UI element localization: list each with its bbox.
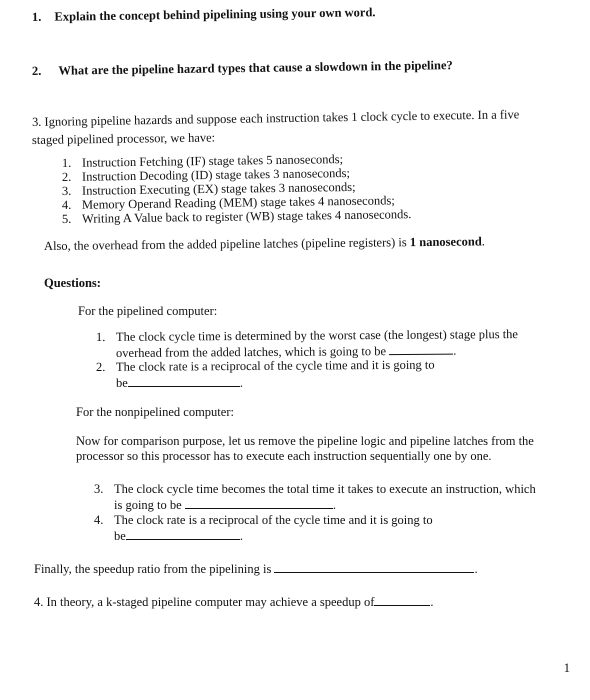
period: . <box>453 343 457 358</box>
period: . <box>239 529 243 543</box>
subquestion-number: 1. <box>95 329 106 344</box>
question-2 <box>32 58 453 78</box>
subquestion-number: 4. <box>94 513 104 527</box>
question-2-number: 2. <box>31 63 42 78</box>
stage-number: 5. <box>61 211 72 226</box>
speedup-question <box>34 561 478 576</box>
subquestion-3-line1 <box>94 482 536 496</box>
pipelined-heading: For the pipelined computer: <box>78 304 218 318</box>
overhead-statement <box>44 234 485 253</box>
speedup-text: Finally, the speedup ratio from the pipelining is <box>34 562 272 576</box>
comparison-line2: processor so this processor has to execute each instruction sequentially one by one. <box>76 449 492 463</box>
question-1 <box>32 5 376 24</box>
stage-number: 3. <box>61 183 72 198</box>
stage-number: 2. <box>61 169 72 184</box>
subquestion-text: The clock rate is a reciprocal of the cycle time and it is going to <box>114 513 433 527</box>
subquestion-4-line2 <box>114 528 243 543</box>
overhead-text: Also, the overhead from the added pipeline latches (pipeline registers) is <box>43 235 410 253</box>
answer-blank[interactable] <box>374 594 430 606</box>
subquestion-text: The clock cycle time is determined by the worst case (the longest) stage plus the <box>115 327 518 344</box>
subquestion-1-line1 <box>96 327 518 344</box>
question-3-intro-line1: 3. Ignoring pipeline hazards and suppose each instruction takes 1 clock cycle to execute. In a five <box>31 107 520 129</box>
answer-blank[interactable] <box>274 561 474 573</box>
overhead-value: 1 nanosecond <box>409 234 482 250</box>
stage-text: Writing A Value back to register (WB) stage takes 4 nanoseconds. <box>81 207 412 226</box>
subquestion-2-line2 <box>116 375 243 390</box>
period: . <box>239 376 243 390</box>
question-4 <box>34 594 434 609</box>
subquestion-text: overhead from the added latches, which is going to be <box>115 344 387 360</box>
subquestion-text: The clock rate is a reciprocal of the cycle time and it is going to <box>115 357 435 374</box>
page-number: 1 <box>563 661 570 675</box>
subquestion-number: 2. <box>95 359 106 374</box>
stage-text: Memory Operand Reading (MEM) stage takes 4 nanoseconds; <box>81 193 395 212</box>
subquestion-number: 3. <box>94 482 104 496</box>
stage-text: Instruction Fetching (IF) stage takes 5 nanoseconds; <box>81 152 344 170</box>
period: . <box>474 562 478 576</box>
questions-heading: Questions: <box>44 276 101 290</box>
stage-text: Instruction Executing (EX) stage takes 3 nanoseconds; <box>81 179 356 198</box>
subquestion-2-line1 <box>96 358 435 374</box>
period: . <box>332 498 336 512</box>
subquestion-text: The clock cycle time becomes the total time it takes to execute an instruction, which <box>114 482 536 496</box>
stage-text: Instruction Decoding (ID) stage takes 3 nanoseconds; <box>81 165 351 184</box>
subquestion-text: be <box>114 529 126 543</box>
question-2-text: What are the pipeline hazard types that cause a slowdown in the pipeline? <box>58 58 453 78</box>
question-3-intro-line2: staged pipelined processor, we have: <box>31 130 216 147</box>
nonpipelined-heading: For the nonpipelined computer: <box>76 405 234 419</box>
subquestion-text: is going to be <box>114 498 182 512</box>
comparison-line1: Now for comparison purpose, let us remove the pipeline logic and pipeline latches from the <box>76 434 534 448</box>
stage-number: 1. <box>61 155 72 170</box>
question-4-text: 4. In theory, a k-staged pipeline computer may achieve a speedup of <box>34 595 375 609</box>
subquestion-3-line2 <box>114 497 336 512</box>
stage-number: 4. <box>61 197 72 212</box>
answer-blank[interactable] <box>128 375 240 387</box>
answer-blank[interactable] <box>126 528 240 540</box>
subquestion-4-line1 <box>94 513 433 527</box>
period: . <box>430 595 434 609</box>
subquestion-text: be <box>116 376 128 390</box>
answer-blank[interactable] <box>389 343 453 355</box>
question-1-text: Explain the concept behind pipelining using your own word. <box>54 5 376 24</box>
question-1-number: 1. <box>31 9 42 24</box>
answer-blank[interactable] <box>185 497 333 509</box>
overhead-period: . <box>481 234 485 249</box>
